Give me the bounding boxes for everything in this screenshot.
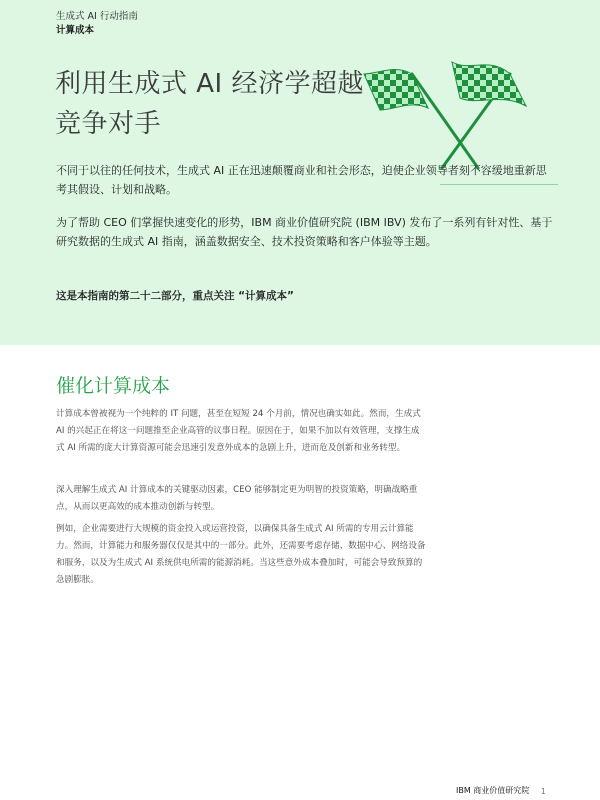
body-paragraph: 例如，企业需要进行大规模的资金投入或运营投资，以确保具备生成式 AI 所需的专用云计算能力。然而，计算能力和服务器仅仅是其中的一部分。此外，还需要考虑存储、数据中心、网络设备和服务，以及为生成式 AI 系统供电所需的能源消耗。当这些意外成本叠加时，可能会导致预算的急剧膨胀。 xyxy=(56,524,426,585)
intro-paragraph: 不同于以往的任何技术，生成式 AI 正在迅速颠覆商业和社会形态，迫使企业领导者刻不容缓地重新思考其假设、计划和战略。 xyxy=(56,164,547,196)
checkered-flags-icon xyxy=(360,44,560,174)
body-paragraph: 深入理解生成式 AI 计算成本的关键驱动因素，CEO 能够制定更为明智的投资策略，明确战略重点，从而以更高效的成本推动创新与转型。 xyxy=(56,485,418,512)
guide-series-label: 生成式 AI 行动指南 xyxy=(56,11,138,22)
context-paragraph: 为了帮助 CEO 们掌握快速变化的形势，IBM 商业价值研究院 (IBM IBV) 发布了一系列有针对性、基于研究数据的生成式 AI 指南，涵盖数据安全、技术投资策略和客户体验等主题。 xyxy=(56,216,553,248)
section-heading: 催化计算成本 xyxy=(56,375,171,397)
part-highlight: 这是本指南的第二十二部分，重点关注 “计算成本” xyxy=(56,290,294,302)
page-title: 利用生成式 AI 经济学超越竞争对手 xyxy=(55,69,364,139)
guide-topic-label: 计算成本 xyxy=(56,25,95,36)
footer-org: IBM 商业价值研究院 xyxy=(456,786,530,795)
body-paragraph: 计算成本曾被视为一个纯粹的 IT 问题，甚至在短短 24 个月前，情况也确实如此。然而，生成式 AI 的兴起正在将这一问题推至企业高管的议事日程。原因在于，如果不加以有效管理，支撑生成式 AI 所需的庞大计算资源可能会迅速引发意外成本的急剧上升，进而危及创新和业务转型。 xyxy=(56,409,421,453)
page-number: 1 xyxy=(541,787,546,796)
